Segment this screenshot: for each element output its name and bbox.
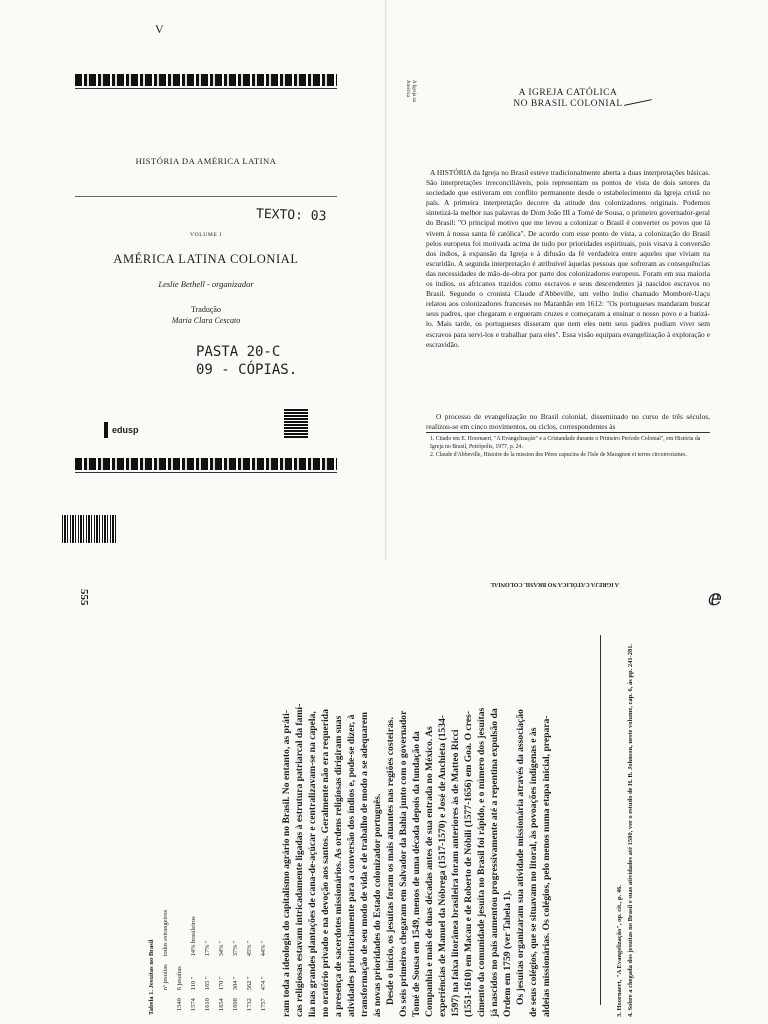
- paragraph-2: O processo de evangelização no Brasil colonial, disseminado no curso de três séculos, realizou-se em cinco movimentos, ou ciclos, correspondentes às: [426, 412, 710, 432]
- footnote-4: 4. Sobre a chegada dos jesuítas no Brasil e suas atividades até 1580, ver o estudo de H. B. Johnson, neste volume, cap. 6, às pp. 241-281.: [627, 643, 634, 1017]
- text-line: atividades prioritariamente para a conversão dos índios e, pode-se dizer, à: [346, 714, 357, 1017]
- text-line: (1551-1610) em Macau e de Roberto de Nóbili (1577-1656) em Goa. O cres-: [463, 711, 474, 1017]
- table-header-row: [158, 906, 172, 1015]
- table-row: [186, 906, 200, 1015]
- page-number: 555: [78, 589, 90, 606]
- text-line: experiências de Manuel da Nóbrega (1517-1570) e José de Anchieta (1534-: [437, 715, 448, 1017]
- table-row: [214, 906, 228, 1015]
- footnote-rule: [426, 432, 710, 433]
- text-line: no oratório privado e na devoção aos santos. Geralmente não era requerida: [320, 709, 331, 1017]
- handwritten-texto: TEXTO: 03: [255, 206, 327, 225]
- chapter-title-1: A IGREJA CATÓLICA: [518, 88, 618, 98]
- body-text-rotated: [280, 607, 553, 1017]
- bottom-page: [0, 555, 768, 1024]
- text-line: 1597) na faixa litorânea brasileira foram anteriores às de Matteo Ricci: [450, 729, 461, 1017]
- footnote-3: 3. Hoornaert, "A Evangelização", op. cit., p. 46.: [616, 885, 623, 1017]
- text-line: a presença de sacerdotes missionários. As ordens religiosas dirigiram suas: [333, 715, 344, 1017]
- decorative-band-bottom: [75, 458, 337, 470]
- text-line: cimento da comunidade jesuíta no Brasil foi rápido, e o número dos jesuítas: [476, 707, 487, 1017]
- table: [158, 906, 270, 1015]
- table-cell: 165 ": [203, 976, 211, 991]
- chapter-title-2: NO BRASIL COLONIAL: [513, 99, 623, 109]
- handwritten-pasta: PASTA 20-C: [196, 344, 281, 360]
- table-title: Tabela 1. Jesuítas no Brasil: [148, 939, 155, 1015]
- translation-label: Tradução: [191, 305, 221, 314]
- volume-label: VOLUME I: [190, 232, 222, 238]
- page-gutter: [385, 0, 387, 560]
- body-text-block: [280, 607, 553, 1017]
- text-line: cas religiosas estavam intricadamente ligadas à estrutura patriarcal da famí-: [294, 703, 305, 1017]
- publisher-logo: [104, 420, 139, 438]
- table-row: [256, 906, 270, 1015]
- text-line: de seus colégios, que se situavam no litoral, às povoações indígenas e às: [528, 727, 539, 1017]
- series-title: HISTÓRIA DA AMÉRICA LATINA: [135, 156, 277, 166]
- flipped-running-head: A IGREJA CATÓLICA NO BRASIL COLONIAL: [490, 581, 620, 587]
- table-cell: 474 ": [259, 976, 267, 991]
- table-cell: [172, 906, 186, 960]
- text-line: Ordem em 1759 (ver Tabela 1).: [502, 890, 513, 1017]
- divider-series: [75, 196, 337, 197]
- table-cell: 37% ": [231, 940, 239, 957]
- decorative-band-top: [75, 74, 337, 86]
- text-line: Desde o início, os jesuítas foram os mais atuantes nas regiões costeiras.: [385, 717, 396, 1005]
- table-cell: 1757: [259, 998, 267, 1011]
- text-line: Os jesuítas organizaram sua atividade missionária através da associação: [515, 709, 526, 1005]
- footnote-2: 2. Claude d'Abbeville, Histoire de la mission des Pères capucins de l'Isle de Maragnon et terres circonvoisines.: [430, 452, 687, 458]
- top-mark: V: [155, 22, 164, 36]
- text-line: aldeias missionárias. Os colégios, pelo menos numa etapa inicial, prepara-: [541, 715, 552, 1017]
- table-header: nº jesuítas: [161, 964, 169, 991]
- table-row: [200, 906, 214, 1015]
- divider-top: [75, 88, 337, 89]
- table-cell: 6 jesuítas: [175, 966, 183, 991]
- right-page: [390, 0, 768, 560]
- left-page: [0, 0, 390, 560]
- table-cell: 14% brasileiros: [189, 916, 197, 957]
- divider-bottom: [75, 472, 337, 473]
- table-cell: 17% ": [203, 940, 211, 957]
- bottom-footnotes: [614, 607, 636, 1017]
- text-line: Companhia e mais de duas décadas antes de sua entrada no México. As: [424, 726, 435, 1017]
- editor: Leslie Bethell - organizador: [158, 279, 254, 289]
- text-line: às novas prioridades do Estado colonizador português.: [372, 793, 383, 1017]
- table-cell: 562 ": [245, 976, 253, 991]
- table-cell: 34% ": [217, 940, 225, 957]
- bottom-footnote-rule: [600, 635, 601, 1005]
- table-cell: 1698: [231, 998, 239, 1011]
- table-cell: 110 ": [189, 976, 197, 991]
- table-cell: 45% ": [245, 940, 253, 957]
- signature-mark: ⅇ: [708, 585, 722, 610]
- table-row: [242, 906, 256, 1015]
- table-header: todos estrangeiros: [161, 909, 169, 957]
- table-row: [228, 906, 242, 1015]
- text-line: lia nas grandes plantações de cana-de-açúcar e centralizavam-se na capela,: [307, 711, 318, 1017]
- jesuit-table: [148, 906, 270, 1015]
- table-cell: 44% ": [259, 940, 267, 957]
- text-line: Tomé de Sousa em 1549, menos de uma década depois da fundação da: [411, 731, 422, 1017]
- table-cell: 170 ": [217, 976, 225, 991]
- book-title: AMÉRICA LATINA COLONIAL: [113, 252, 299, 266]
- text-line: Os seis primeiros chegaram em Salvador da Bahia junto com o governador: [398, 710, 409, 1017]
- table-cell: 1732: [245, 998, 253, 1011]
- table-header: [158, 994, 172, 1015]
- table-row: [172, 906, 186, 1015]
- publisher-name: edusp: [112, 425, 139, 435]
- fuvac-logo: [284, 408, 308, 438]
- text-line: transformação de seu modo de vida e de trabalho de modo a se adequarem: [359, 712, 370, 1017]
- table-cell: 304 ": [231, 976, 239, 991]
- table-cell: 1574: [189, 998, 197, 1011]
- handwritten-copias: 09 - CÓPIAS.: [196, 362, 298, 378]
- table-cell: 1610: [203, 998, 211, 1011]
- barcode: [62, 515, 118, 543]
- text-line: ram toda a ideologia do capitalismo agrário no Brasil. No entanto, as práti-: [281, 710, 292, 1017]
- footnote-1: 1. Citado em E. Hoornaert, "A Evangelização" e a Cristandade durante o Primeiro Período Colonial", em História da Igreja no Brasil, Petrópolis, 1977, p. 24.: [430, 436, 701, 450]
- running-head: A Igreja na América: [405, 80, 416, 103]
- table-cell: 1540: [175, 998, 183, 1011]
- table-cell: 1654: [217, 998, 225, 1011]
- text-line: já nascidos no país aumentou progressivamente até a repentina expulsão da: [489, 708, 500, 1017]
- paragraph-1: A HISTÓRIA da Igreja no Brasil esteve tradicionalmente aberta a duas interpretações básicas. São interpretações irreconciliáveis, pois representam os pontos de vista de dois setores da sociedade que estiveram em conflito permanente desde o estabelecimento da Igreja cristã no país. A primeira interpretação decorre da atitude dos colonizadores originais. Podemos sintetizá-la melhor nas palavras de Dom João III a Tomé de Sousa, o primeiro governador-geral do Brasil: "O principal motivo que me levou a colonizar o Brasil é converter os povos que lá vivem à nossa santa fé católica". De acordo com esse ponto de vista, a colonização do Brasil pelos europeus foi motivada acima de tudo por prioridades espirituais, pois visava à conversão dos índios, à expansão da Igreja e à difusão da fé verdadeira entre aqueles que viviam na escuridão. A segunda interpretação é atribuível àquelas pessoas que sofreram as consequências das necessidades de mão-de-obra por parte dos colonizadores europeus. Foram em sua maioria os índios, os africanos trazidos como escravos e seus descendentes já nascidos escravos no Brasil. Segundo o cronista Claude d'Abbeville, um velho índio chamado Momboré-Uaçu relatou aos colonizadores franceses no Maranhão em 1612: "Os portugueses mandaram buscar seus padres, que chegaram e ergueram cruzes e começaram a ensinar o nosso povo e a batizá-lo. Mais tarde, os portugueses disseram que nem eles nem seus padres podiam viver sem escravos para servi-los e trabalhar para eles". Essa visão equipara evangelização à exploração e escravidão.: [426, 168, 710, 349]
- translator: Maria Clara Cescato: [171, 316, 241, 325]
